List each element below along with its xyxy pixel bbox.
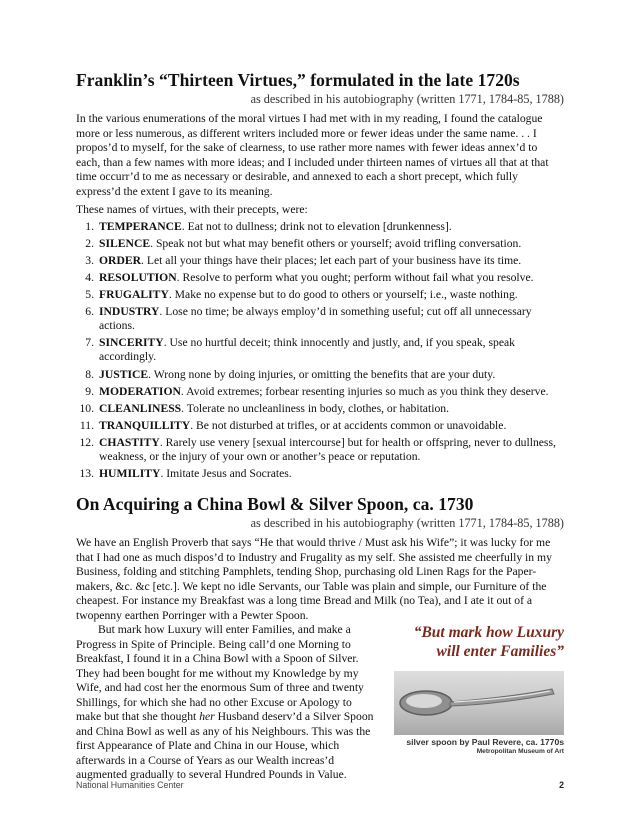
virtue-name: RESOLUTION <box>99 270 177 284</box>
figure-credit: Metropolitan Museum of Art <box>476 748 564 756</box>
virtue-item <box>76 336 564 364</box>
virtue-number: 7. <box>85 336 94 350</box>
virtue-precept: . Make no expense but to do good to others or yourself; i.e., waste nothing. <box>168 287 518 301</box>
section-source: as described in his autobiography (written 1771, 1784-85, 1788) <box>250 516 564 531</box>
virtue-name: ORDER <box>99 253 142 267</box>
virtue-number: 3. <box>85 253 94 267</box>
virtue-name: TEMPERANCE <box>99 219 182 233</box>
page-content <box>76 70 564 783</box>
virtue-name: FRUGALITY <box>99 287 169 301</box>
virtue-item <box>76 467 564 481</box>
virtue-name: TRANQUILLITY <box>99 418 191 432</box>
virtue-precept: . Eat not to dullness; drink not to elevation [drunkenness]. <box>181 219 452 233</box>
virtue-number: 4. <box>85 270 94 284</box>
virtue-number: 2. <box>85 236 94 250</box>
section-title-virtues: Franklin’s “Thirteen Virtues,” formulated in the late 1720s <box>76 70 520 90</box>
section-bowl-spoon <box>76 494 564 783</box>
virtue-precept: . Be not disturbed at trifles, or at accidents common or unavoidable. <box>190 418 507 432</box>
footer-org: National Humanities Center <box>76 780 184 790</box>
figure-caption: silver spoon by Paul Revere, ca. 1770s <box>406 737 564 748</box>
virtue-precept: . Lose no time; be always employ’d in something useful; cut off all unnecessary actions. <box>99 304 532 333</box>
virtue-item <box>76 254 564 268</box>
virtue-precept: . Resolve to perform what you ought; perform without fail what you resolve. <box>176 270 534 284</box>
virtue-item <box>76 436 564 464</box>
virtue-name: JUSTICE <box>99 367 149 381</box>
virtues-list <box>76 220 564 482</box>
luxury-paragraph: But mark how Luxury will enter Families, and make a Progress in Spite of Principle. Being call’d one Morning to Breakfast, I found it in a China Bowl with a Spoon of Silver. They had been bought for me without my Knowledge by my Wife, and had cost her the enormous Sum of three and twenty Shillings, for which she had no other Excuse or Apology to make but that she thought her Husband deserv’d a Silver Spoon and China Bowl as well as any of his Neighbours. This was the first Appearance of Plate and China in our House, which afterwards in a Course of Years as our Wealth increas’d augmented gradually to several Hundred Pounds in Value. <box>76 623 374 782</box>
spoon-image <box>394 671 564 735</box>
virtue-name: HUMILITY <box>99 467 161 481</box>
virtue-number: 6. <box>85 304 94 318</box>
virtue-name: CLEANLINESS <box>99 401 182 415</box>
virtue-number: 11. <box>79 418 94 432</box>
virtue-item <box>76 220 564 234</box>
intro-paragraph: In the various enumerations of the moral virtues I had met with in my reading, I found the catalogue more or less numerous, as different writers included more or fewer ideas under the same name. . . I propos’d to myself, for the sake of clearness, to use rather more names with fewer ideas annex’d to each, than a few names with more ideas; and I included under thirteen names of virtues all that at that time occurr’d to me as necessary or desirable, and annexed to each a short precept, which fully express’d the extent I gave to its meaning. <box>76 112 549 198</box>
virtue-name: SILENCE <box>99 236 151 250</box>
virtue-number: 1. <box>85 219 94 233</box>
virtue-number: 12. <box>79 435 94 449</box>
virtue-number: 8. <box>85 367 94 381</box>
virtue-precept: . Rarely use venery [sexual intercourse] but for health or offspring, never to dullness, weakness, or the injury of your own or another’s peace or reputation. <box>99 435 556 464</box>
virtue-precept: . Tolerate no uncleanliness in body, clothes, or habitation. <box>181 401 449 415</box>
proverb-paragraph: We have an English Proverb that says “He that would thrive / Must ask his Wife”; it was lucky for me that I had one as much dispos’d to Industry and Frugality as my self. She assisted me cheerfully in my Business, folding and stitching Pamphlets, tending Shop, purchasing old Linen Rags for the Paper-makers, &c. &c [etc.]. We kept no idle Servants, our Table was plain and simple, our Furniture of the cheapest. For instance my Breakfast was a long time Bread and Milk (no Tea), and I ate it out of a twopenny earthen Porringer with a Pewter Spoon. <box>76 536 552 622</box>
virtue-number: 10. <box>79 401 94 415</box>
virtue-item <box>76 368 564 382</box>
virtue-precept: . Let all your things have their places; let each part of your business have its time. <box>141 253 522 267</box>
pull-quote: “But mark how Luxury will enter Families” <box>413 624 564 661</box>
virtue-name: INDUSTRY <box>99 304 160 318</box>
virtue-item <box>76 419 564 433</box>
spoon-photo <box>394 671 564 735</box>
section-source: as described in his autobiography (written 1771, 1784-85, 1788) <box>250 92 564 106</box>
virtue-name: SINCERITY <box>99 336 164 350</box>
virtue-precept: . Imitate Jesus and Socrates. <box>160 467 292 481</box>
sidebar-figure <box>394 623 564 755</box>
virtue-item <box>76 402 564 416</box>
virtue-name: MODERATION <box>99 384 181 398</box>
luxury-block <box>76 623 564 783</box>
page-number: 2 <box>559 780 564 790</box>
virtue-number: 9. <box>85 384 94 398</box>
section-title-bowl-spoon: On Acquiring a China Bowl & Silver Spoon, ca. 1730 <box>76 494 474 515</box>
virtue-number: 13. <box>79 467 94 481</box>
virtue-precept: . Speak not but what may benefit others or yourself; avoid trifling conversation. <box>150 236 522 250</box>
virtue-precept: . Avoid extremes; forbear resenting injuries so much as you think they deserve. <box>180 384 549 398</box>
virtue-item <box>76 288 564 302</box>
virtue-number: 5. <box>85 287 94 301</box>
virtue-precept: . Wrong none by doing injuries, or omitting the benefits that are your duty. <box>148 367 496 381</box>
virtue-item <box>76 305 564 333</box>
virtue-item <box>76 271 564 285</box>
virtues-lead: These names of virtues, with their precepts, were: <box>76 203 308 216</box>
page-footer <box>76 780 564 790</box>
virtue-item <box>76 385 564 399</box>
virtue-precept: . Use no hurtful deceit; think innocently and justly, and, if you speak, speak accordingly. <box>99 336 516 364</box>
virtue-name: CHASTITY <box>99 435 160 449</box>
virtue-item <box>76 237 564 251</box>
